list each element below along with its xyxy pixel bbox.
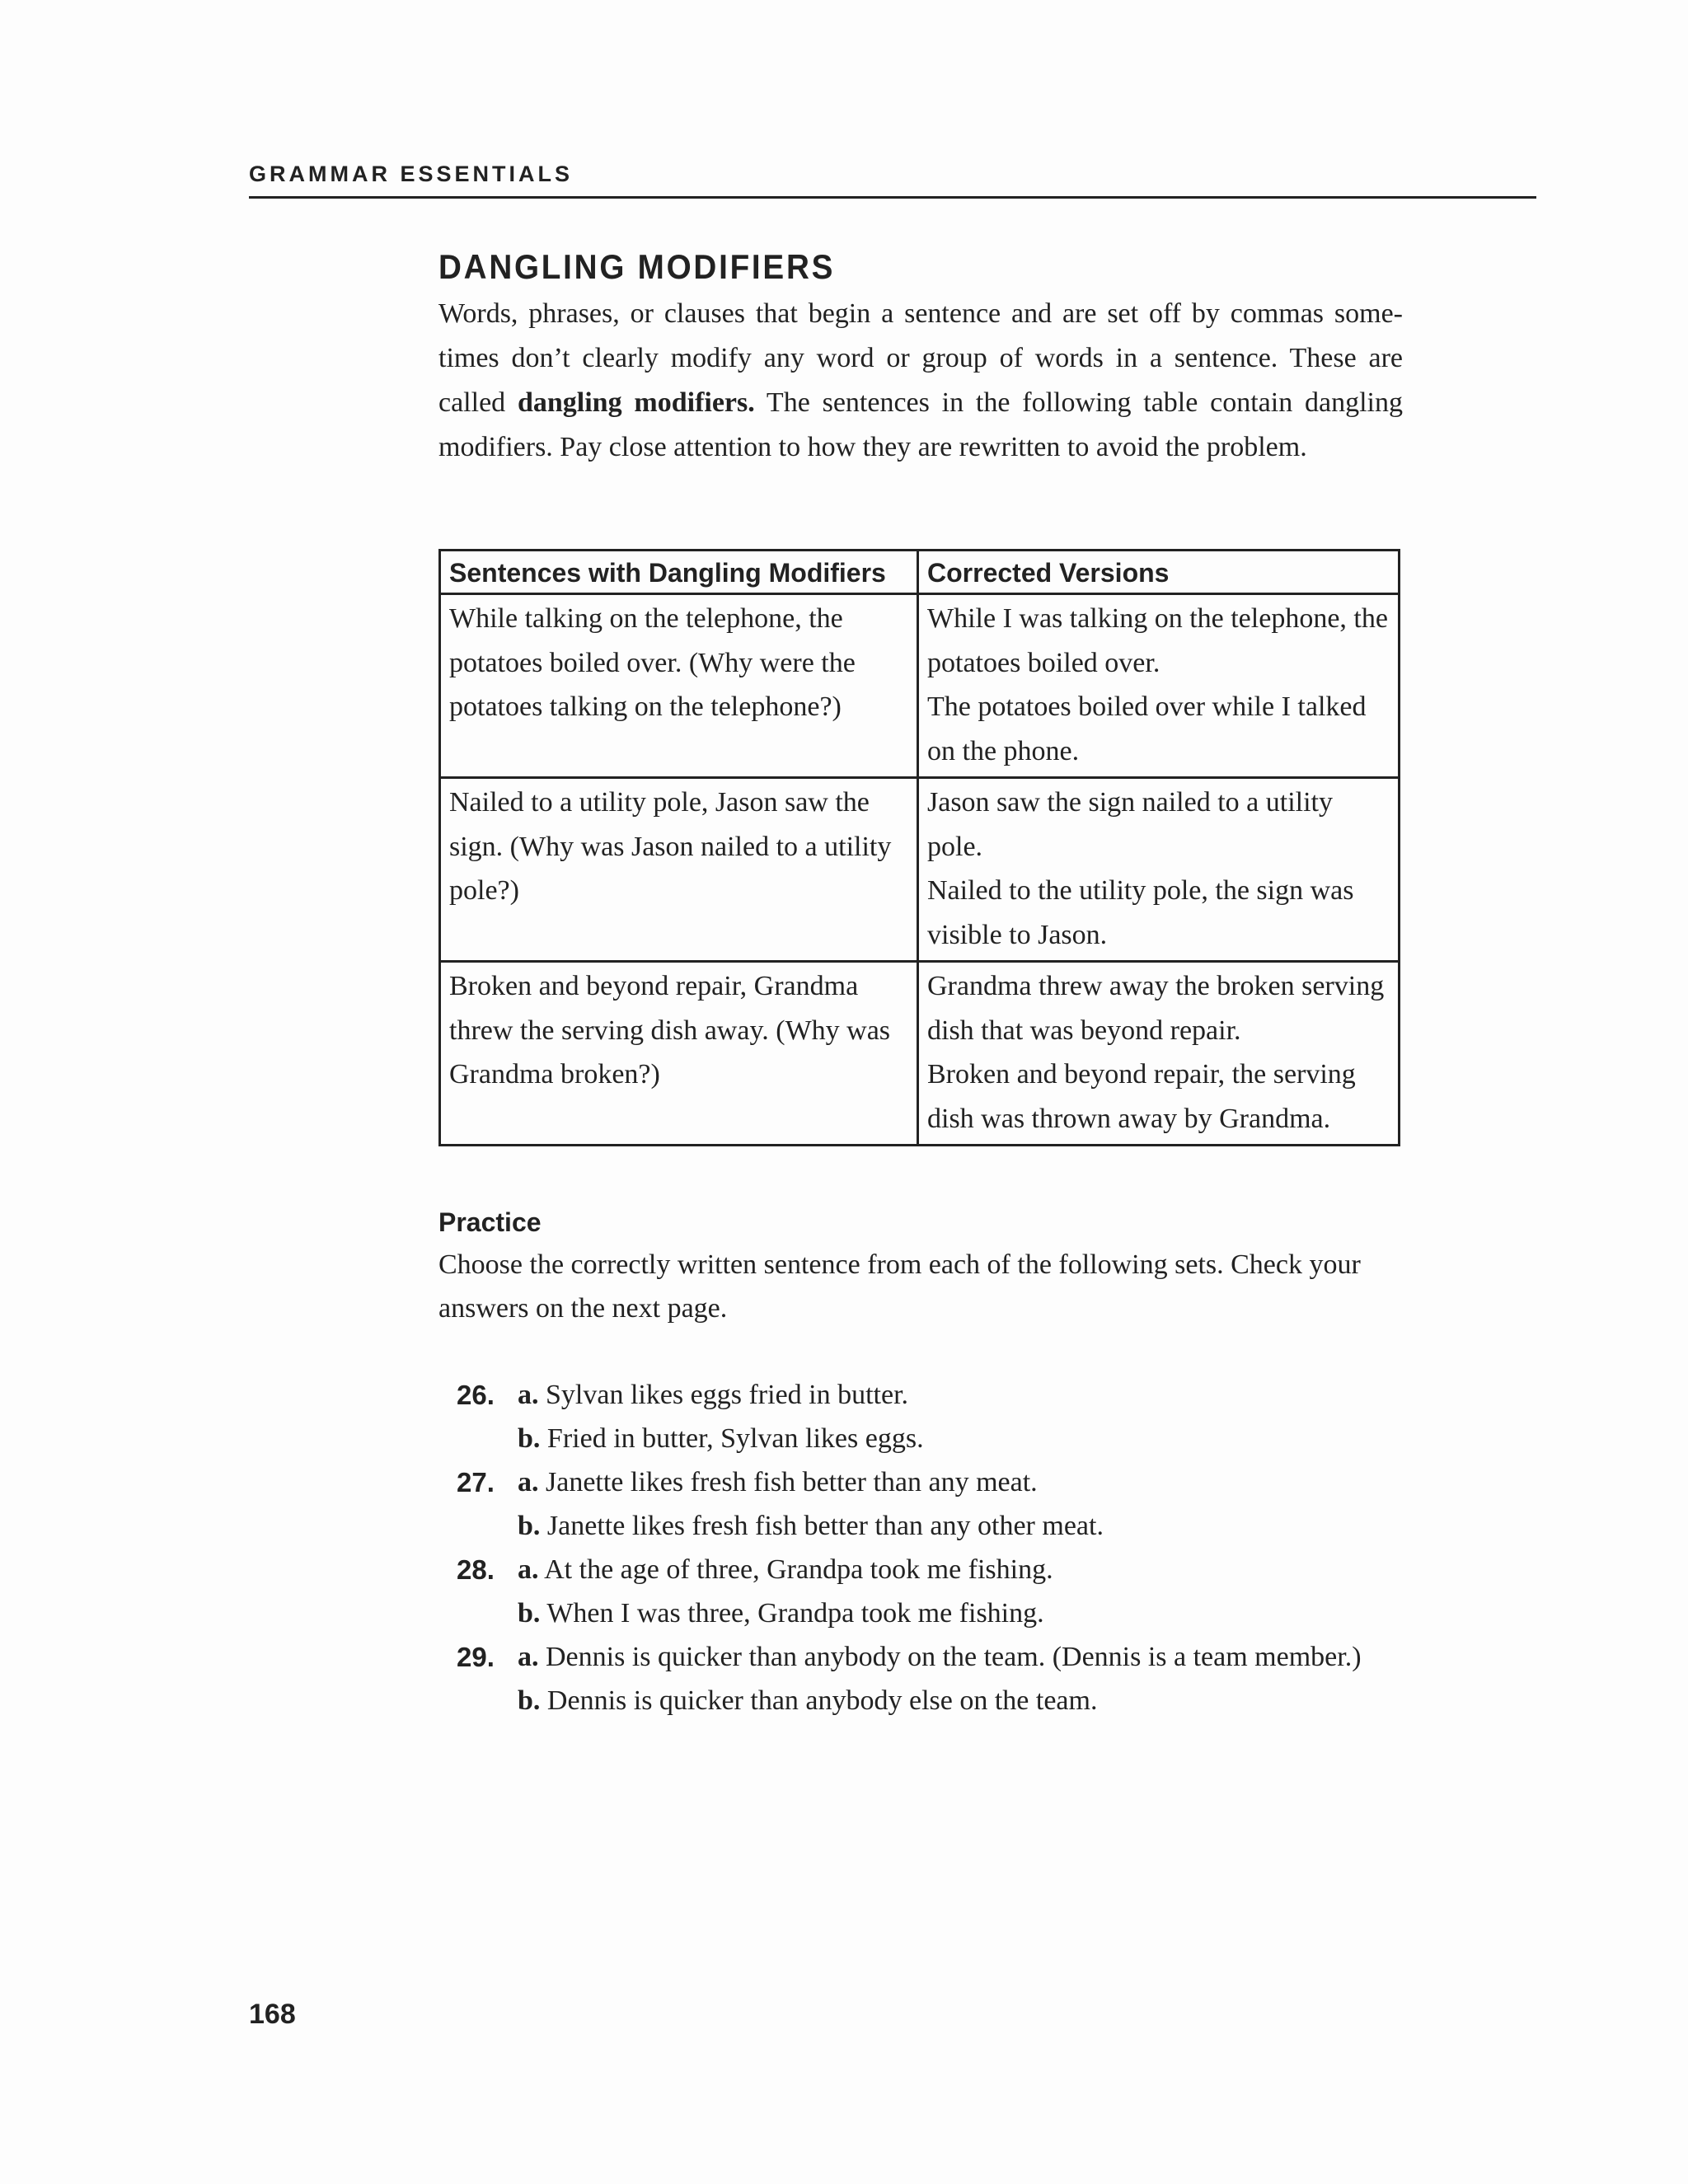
header-rule: [249, 196, 1536, 199]
option-b: [518, 1417, 924, 1460]
corrected-version: Broken and beyond repair, the serving dish was thrown away by Grandma.: [927, 1059, 1356, 1134]
option-b: [518, 1591, 1044, 1635]
intro-text-1: Words, phrases, or clauses that begin a sentence and are set off by commas some- times don’t clearly modify any word or group of words in a sentence. These are called: [438, 298, 1403, 418]
question-number: 29.: [457, 1642, 495, 1672]
practice-questions: [438, 1373, 1403, 1722]
dangling-sentence-cell: While talking on the telephone, the potatoes boiled over. (Why were the potatoes talking on the telephone?): [440, 594, 918, 778]
corrected-version: Nailed to the utility pole, the sign was visible to Jason.: [927, 875, 1354, 950]
question-item: [438, 1504, 1403, 1548]
option-text: Sylvan likes eggs fried in butter.: [546, 1380, 909, 1410]
practice-instructions: Choose the correctly written sentence from each of the following sets. Check your answers on the next page.: [438, 1249, 1361, 1324]
table-row: [440, 778, 1400, 962]
table-row: [440, 962, 1400, 1146]
option-text: When I was three, Grandpa took me fishing.: [546, 1598, 1044, 1629]
question-item: [438, 1679, 1403, 1722]
option-text: Janette likes fresh fish better than any meat.: [546, 1467, 1038, 1497]
option-a: [518, 1460, 1038, 1504]
option-label: a.: [518, 1380, 539, 1410]
option-label: b.: [518, 1511, 541, 1541]
corrected-version: While I was talking on the telephone, the potatoes boiled over.: [927, 603, 1388, 678]
corrected-version: The potatoes boiled over while I talked on the phone.: [927, 691, 1367, 766]
intro-bold-term: dangling modifiers.: [517, 387, 755, 418]
main-content: [438, 247, 1403, 1722]
option-label: b.: [518, 1598, 541, 1629]
practice-heading: Practice: [438, 1207, 542, 1237]
intro-paragraph: [438, 292, 1403, 470]
section-title: DANGLING MODIFIERS: [438, 247, 836, 286]
option-text: Janette likes fresh fish better than any other meat.: [546, 1511, 1104, 1541]
option-text: At the age of three, Grandpa took me fishing.: [544, 1554, 1053, 1585]
option-a: [518, 1548, 1053, 1591]
page-number: 168: [249, 1999, 296, 2030]
running-head: GRAMMAR ESSENTIALS: [249, 162, 574, 186]
option-a: [518, 1635, 1362, 1679]
question-item: [438, 1548, 1403, 1591]
question-number: 28.: [457, 1554, 495, 1585]
option-label: b.: [518, 1685, 541, 1716]
question-item: [438, 1591, 1403, 1635]
option-text: Dennis is quicker than anybody on the team. (Dennis is a team member.): [546, 1642, 1362, 1672]
question-number: 27.: [457, 1467, 495, 1497]
dangling-sentence-cell: Nailed to a utility pole, Jason saw the sign. (Why was Jason nailed to a utility pole?): [440, 778, 918, 962]
dangling-sentence-cell: Broken and beyond repair, Grandma threw the serving dish away. (Why was Grandma broken?): [440, 962, 918, 1146]
option-label: a.: [518, 1642, 539, 1672]
option-label: b.: [518, 1423, 541, 1454]
option-label: a.: [518, 1467, 539, 1497]
question-number: 26.: [457, 1380, 495, 1410]
option-b: [518, 1504, 1104, 1548]
question-item: [438, 1635, 1403, 1679]
option-text: Dennis is quicker than anybody else on the team.: [546, 1685, 1098, 1716]
corrected-cell: [918, 594, 1400, 778]
option-b: [518, 1679, 1097, 1722]
table-row: [440, 594, 1400, 778]
intro-text-2: The sentences in the following table contain dangling modifiers. Pay close attention to how they are rewritten to avoid the problem.: [438, 387, 1403, 462]
question-item: [438, 1460, 1403, 1504]
corrected-version: Grandma threw away the broken serving dish that was beyond repair.: [927, 971, 1385, 1046]
header-dangling: Sentences with Dangling Modifiers: [440, 551, 918, 594]
option-a: [518, 1373, 908, 1417]
question-item: [438, 1373, 1403, 1417]
table-header-row: [440, 551, 1400, 594]
dangling-modifiers-table: [438, 549, 1400, 1146]
corrected-version: Jason saw the sign nailed to a utility pole.: [927, 787, 1333, 862]
corrected-cell: [918, 778, 1400, 962]
option-label: a.: [518, 1554, 539, 1585]
question-item: [438, 1417, 1403, 1460]
option-text: Fried in butter, Sylvan likes eggs.: [546, 1423, 924, 1454]
corrected-cell: [918, 962, 1400, 1146]
header-corrected: Corrected Versions: [918, 551, 1400, 594]
